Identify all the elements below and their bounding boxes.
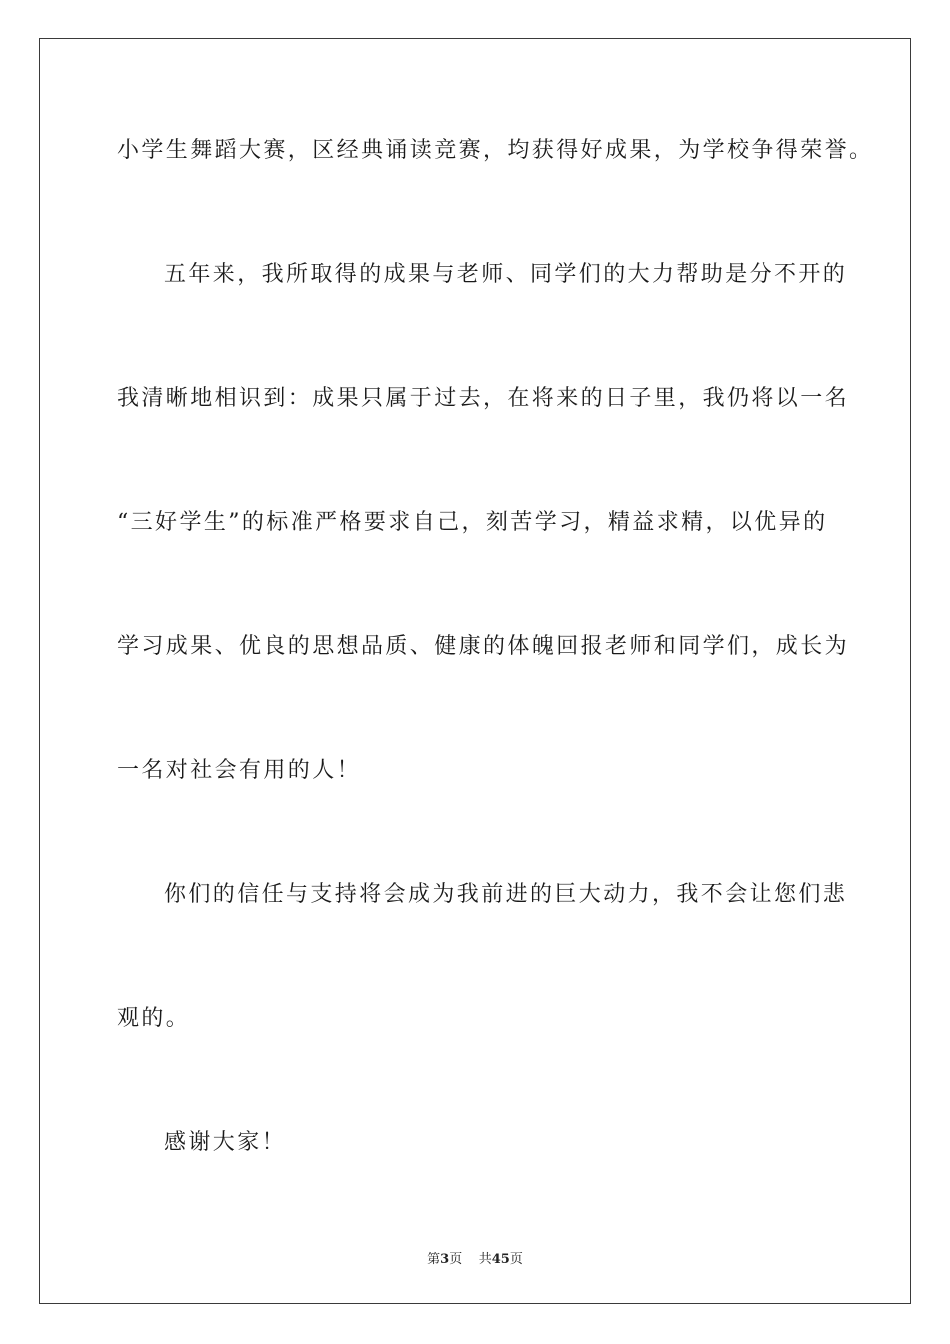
total-pages: 45	[491, 1252, 510, 1267]
paragraph-line-4: “三好学生”的标准严格要求自己，刻苦学习，精益求精，以优异的	[117, 510, 828, 535]
paragraph-line-1: 小学生舞蹈大赛，区经典诵读竞赛，均获得好成果，为学校争得荣誉。	[117, 138, 874, 163]
paragraph-line-8: 观的。	[117, 1006, 191, 1031]
page-prefix: 第	[427, 1252, 441, 1267]
page-number: 3	[440, 1252, 450, 1267]
paragraph-line-9: 感谢大家！	[164, 1130, 287, 1155]
page-border	[39, 38, 911, 1304]
page-suffix: 页	[449, 1252, 463, 1267]
paragraph-line-7: 你们的信任与支持将会成为我前进的巨大动力，我不会让您们悲	[164, 882, 848, 907]
total-prefix: 共	[478, 1252, 492, 1267]
page-footer	[0, 1248, 950, 1267]
paragraph-line-5: 学习成果、优良的思想品质、健康的体魄回报老师和同学们，成长为	[117, 634, 850, 659]
total-suffix: 页	[509, 1252, 523, 1267]
paragraph-line-3: 我清晰地相识到：成果只属于过去，在将来的日子里，我仍将以一名	[117, 386, 850, 411]
paragraph-line-6: 一名对社会有用的人！	[117, 758, 362, 783]
paragraph-line-2: 五年来，我所取得的成果与老师、同学们的大力帮助是分不开的	[164, 262, 848, 287]
